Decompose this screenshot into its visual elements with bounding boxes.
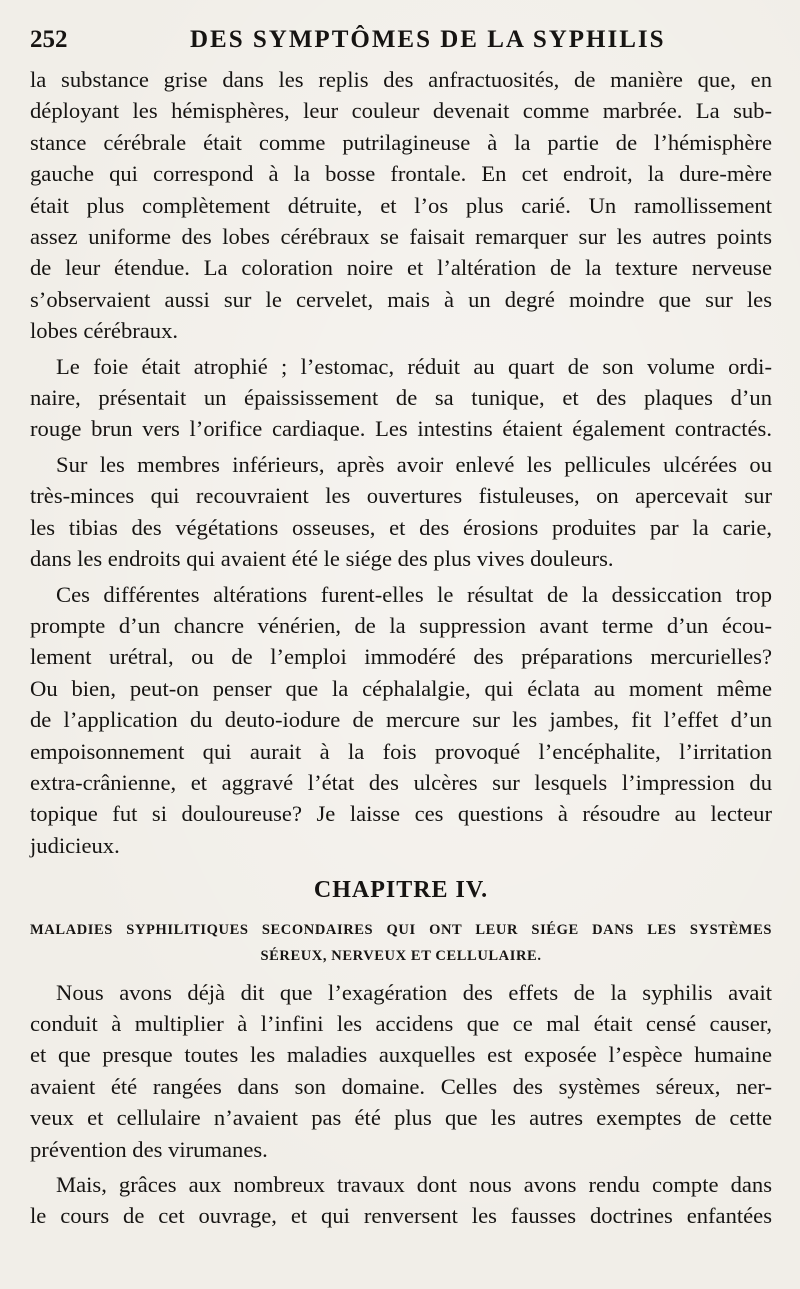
page-header [30, 26, 772, 60]
body-text [30, 64, 772, 1232]
text-line: Le foie était atrophié ; l’estomac, réduit au quart de son volume ordi- [56, 353, 772, 379]
text-line: veux et cellulaire n’avaient pas été plus que les autres exemptes de cette [30, 1105, 772, 1131]
text-line: Sur les membres inférieurs, après avoir enlevé les pellicules ulcérées ou [56, 451, 772, 477]
text-line: Nous avons déjà dit que l’exagération des effets de la syphilis avait [56, 979, 772, 1005]
paragraph-2 [30, 351, 772, 445]
text-line: de leur étendue. La coloration noire et l’altération de la texture nerveuse [30, 255, 772, 281]
text-line: déployant les hémisphères, leur couleur devenait comme marbrée. La sub- [30, 98, 772, 124]
text-line: judicieux. [30, 832, 120, 858]
text-line: conduit à multiplier à l’infini les accidens que ce mal était censé causer, [30, 1010, 772, 1036]
text-line: stance cérébrale était comme putrilagineuse à la partie de l’hémisphère [30, 129, 772, 155]
page-number: 252 [30, 26, 68, 53]
text-line: prévention des virumanes. [30, 1136, 268, 1162]
paragraph-6 [30, 1169, 772, 1232]
chapter-subtitle-line: SÉREUX, NERVEUX ET CELLULAIRE. [260, 947, 542, 964]
paragraph-5 [30, 977, 772, 1165]
text-line: naire, présentait un épaississement de sa tunique, et des plaques d’un [30, 385, 772, 411]
text-line: extra-crânienne, et aggravé l’état des ulcères sur lesquels l’impression du [30, 769, 772, 795]
text-line: gauche qui correspond à la bosse frontale. En cet endroit, la dure-mère [30, 161, 772, 187]
text-line: prompte d’un chancre vénérien, de la suppression avant terme d’un écou- [30, 612, 772, 638]
text-line: le cours de cet ouvrage, et qui renversent les fausses doctrines enfantées [30, 1203, 772, 1229]
text-line: la substance grise dans les replis des anfractuosités, de manière que, en [30, 67, 772, 92]
text-line: s’observaient aussi sur le cervelet, mais à un degré moindre que sur les [30, 286, 772, 312]
text-line: avaient été rangées dans son domaine. Celles des systèmes séreux, ner- [30, 1073, 772, 1099]
text-line: rouge brun vers l’orifice cardiaque. Les intestins étaient également contractés. [30, 416, 772, 442]
paragraph-3 [30, 449, 772, 575]
text-line: de l’application du deuto-iodure de mercure sur les jambes, fit l’effet d’un [30, 707, 772, 733]
text-line: Ou bien, peut-on penser que la céphalalgie, qui éclata au moment même [30, 675, 772, 701]
text-line: topique fut si douloureuse? Je laisse ces questions à résoudre au lecteur [30, 801, 772, 827]
text-line: dans les endroits qui avaient été le siége des plus vives douleurs. [30, 546, 614, 572]
text-line: Ces différentes altérations furent-elles le résultat de la dessiccation trop [56, 581, 772, 607]
text-line: Mais, grâces aux nombreux travaux dont nous avons rendu compte dans [56, 1172, 772, 1197]
text-line: lobes cérébraux. [30, 318, 179, 344]
text-line: assez uniforme des lobes cérébraux se faisait remarquer sur les autres points [30, 224, 772, 250]
text-line: empoisonnement qui aurait à la fois provoqué l’encéphalite, l’irritation [30, 738, 772, 764]
running-head: DES SYMPTÔMES DE LA SYPHILIS [190, 26, 666, 53]
paragraph-4 [30, 579, 772, 862]
chapter-title: CHAPITRE IV. [313, 877, 489, 904]
text-line: lement urétral, ou de l’emploi immodéré des préparations mercurielles? [30, 644, 772, 670]
text-line: très-minces qui recouvraient les ouvertures fistuleuses, on apercevait sur [30, 483, 772, 509]
text-line: était plus complètement détruite, et l’os plus carié. Un ramollissement [30, 192, 772, 218]
text-line: et que presque toutes les maladies auxquelles est exposée l’espèce humaine [30, 1042, 772, 1068]
chapter-subtitle-line: MALADIES SYPHILITIQUES SECONDAIRES QUI ONT LEUR SIÉGE DANS LES SYSTÈMES [30, 921, 772, 938]
text-line: les tibias des végétations osseuses, et des érosions produites par la carie, [30, 514, 772, 540]
chapter-subtitle [30, 917, 772, 969]
paragraph-1 [30, 64, 772, 347]
